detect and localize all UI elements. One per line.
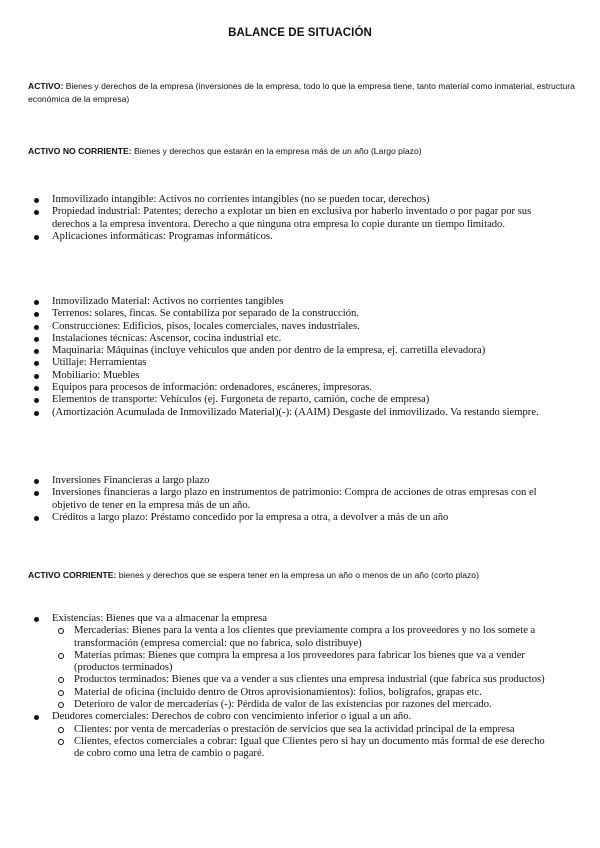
deudores-label: Deudores comerciales: Derechos de cobro con vencimiento inferior o igual a un año.	[52, 711, 412, 723]
deudores-sublist	[52, 724, 553, 761]
list-item: Créditos a largo plazo: Préstamo concedido por la empresa a otra, a devolver a más de un año	[28, 512, 553, 524]
activo-no-corriente-label: ACTIVO NO CORRIENTE:	[28, 146, 132, 156]
inmovilizado-intangible-list	[28, 194, 553, 243]
list-item: Elementos de transporte: Vehículos (ej. Furgoneta de reparto, camión, coche de empresa)	[28, 394, 553, 406]
list-item: Inversiones financieras a largo plazo en instrumentos de patrimonio: Compra de acciones de otras empresas con el objetivo de tener en la empresa más de un año.	[28, 487, 553, 512]
list-item: Maquinaria: Máquinas (incluye vehículos que anden por dentro de la empresa, ej. carretilla elevadora)	[28, 345, 553, 357]
inmovilizado-material-list	[28, 296, 553, 419]
list-item: Equipos para procesos de información: ordenadores, escáneres, impresoras.	[28, 382, 553, 394]
sublist-item: Clientes, efectos comerciales a cobrar: Igual que Clientes pero si hay un documento más formal de ese derecho de cobro como una letra de cambio o pagaré.	[52, 736, 553, 761]
existencias-sublist	[52, 625, 553, 711]
list-item: Propiedad industrial: Patentes; derecho a explotar un bien en exclusiva por haberlo inventado o por pagar por sus derechos a la empresa inventora. Derecho a que ninguna otra empresa lo copie durante un tiempo limitado.	[28, 206, 553, 231]
list-item: Utillaje: Herramientas	[28, 357, 553, 369]
activo-label: ACTIVO:	[28, 81, 64, 91]
sublist-item: Deterioro de valor de mercaderías (-): Pérdida de valor de las existencias por razones del mercado.	[52, 699, 553, 711]
sublist-item: Mercaderías: Bienes para la venta a los clientes que previamente compra a los proveedores y no los somete a transformación (empresa comercial: que no fabrica, solo distribuye)	[52, 625, 553, 650]
inversiones-financieras-list	[28, 475, 553, 524]
list-item: (Amortización Acumulada de Inmovilizado Material)(-): (AAIM) Desgaste del inmovilizado. Va restando siempre.	[28, 407, 553, 419]
list-item: Instalaciones técnicas: Ascensor, cocina industrial etc.	[28, 333, 553, 345]
list-item: Aplicaciones informáticas: Programas informáticos.	[28, 231, 553, 243]
activo-no-corriente-definition	[28, 145, 583, 158]
list-item-existencias	[28, 613, 553, 711]
list-item: Terrenos: solares, fincas. Se contabiliza por separado de la construcción.	[28, 308, 553, 320]
activo-corriente-list	[28, 613, 553, 761]
sublist-item: Clientes: por venta de mercaderías o prestación de servicios que sea la actividad principal de la empresa	[52, 724, 553, 736]
activo-corriente-label: ACTIVO CORRIENTE:	[28, 570, 117, 580]
list-item: Inmovilizado Material: Activos no corrientes tangibles	[28, 296, 553, 308]
list-item: Mobiliario: Muebles	[28, 370, 553, 382]
list-item: Inmovilizado intangible: Activos no corrientes intangibles (no se pueden tocar, derechos)	[28, 194, 553, 206]
existencias-label: Existencias: Bienes que va a almacenar la empresa	[52, 613, 268, 624]
list-item: Inversiones Financieras a largo plazo	[28, 475, 553, 487]
activo-corriente-text: bienes y derechos que se espera tener en la empresa un año o menos de un año (corto plazo)	[116, 570, 479, 580]
list-item: Construcciones: Edificios, pisos, locales comerciales, naves industriales.	[28, 321, 553, 333]
activo-text: Bienes y derechos de la empresa (inversiones de la empresa, todo lo que la empresa tiene, tanto material como inmaterial, estructura económica de la empresa)	[28, 81, 575, 104]
activo-definition	[28, 80, 583, 105]
activo-corriente-definition	[28, 569, 583, 582]
activo-no-corriente-text: Bienes y derechos que estarán en la empresa más de un año (Largo plazo)	[131, 146, 422, 156]
sublist-item: Materias primas: Bienes que compra la empresa a los proveedores para fabricar los bienes que va a vender (productos terminados)	[52, 650, 553, 675]
sublist-item: Material de oficina (incluido dentro de Otros aprovisionamientos): folios, bolígrafos, grapas etc.	[52, 687, 553, 699]
list-item-deudores	[28, 711, 553, 760]
page-title: BALANCE DE SITUACIÓN	[228, 27, 372, 39]
sublist-item: Productos terminados: Bienes que va a vender a sus clientes una empresa industrial (que fabrica sus productos)	[52, 674, 553, 686]
